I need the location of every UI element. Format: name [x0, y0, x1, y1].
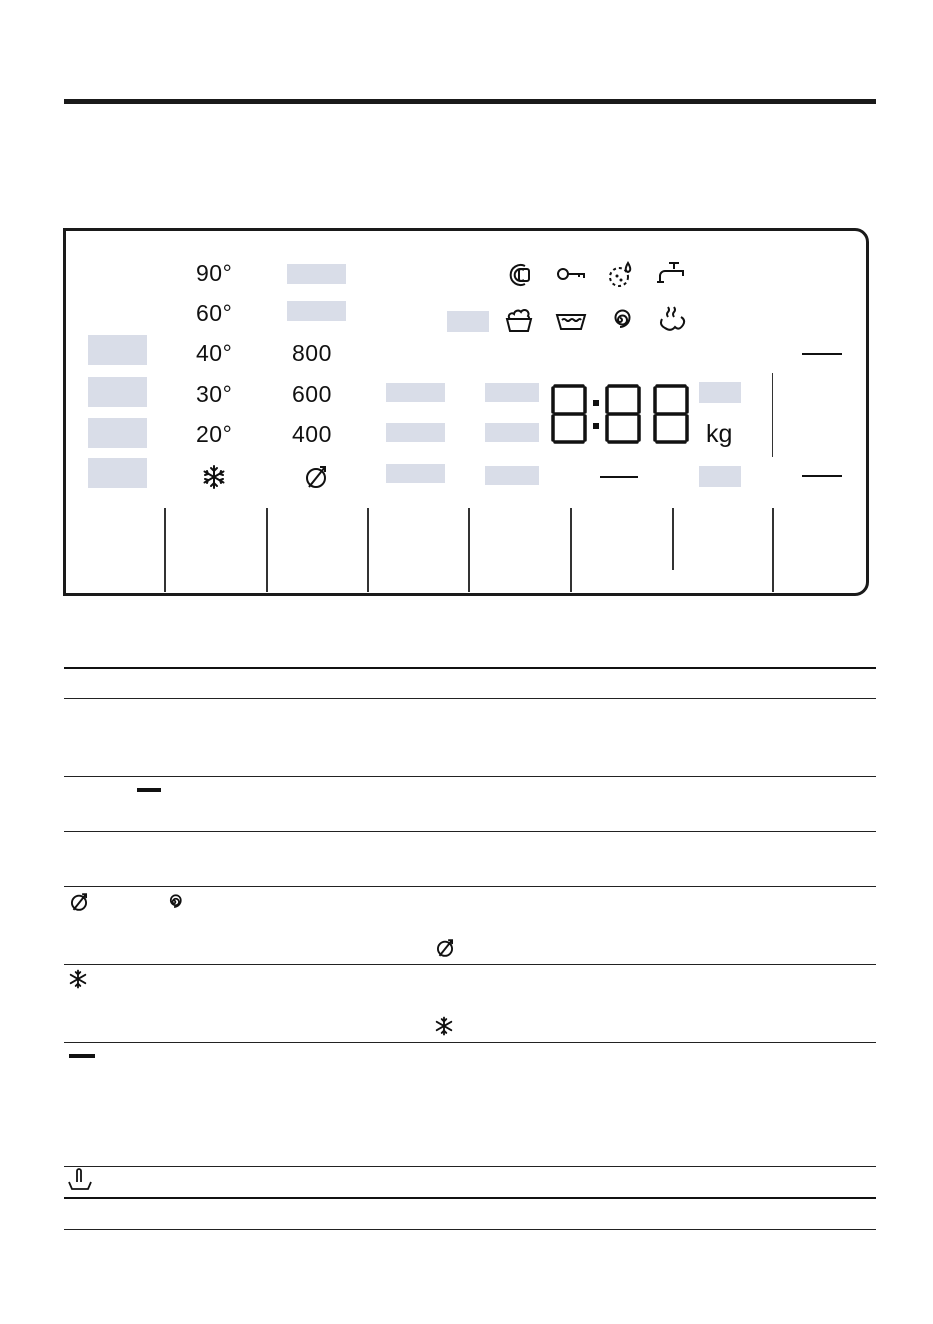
button-separator [468, 508, 470, 592]
spin-spiral-icon [606, 306, 634, 334]
button-separator [367, 508, 369, 592]
hand-wash-icon [67, 1168, 93, 1192]
spin-spiral-icon [164, 892, 184, 912]
digit-8 [550, 383, 588, 445]
table-rule [64, 1229, 876, 1230]
table-rule [64, 776, 876, 777]
label-placeholder [447, 311, 489, 332]
top-rule [64, 99, 876, 104]
steam-icon [658, 305, 686, 333]
temperature-40: 40° [196, 340, 233, 366]
temperature-60: 60° [196, 300, 233, 326]
digit-8 [604, 383, 642, 445]
table-rule [64, 698, 876, 699]
water-tap-icon [657, 260, 687, 288]
label-placeholder [485, 466, 539, 485]
button-separator [266, 508, 268, 592]
spin-800: 800 [292, 340, 332, 366]
button-separator [672, 508, 674, 570]
temperature-90: 90° [196, 260, 233, 286]
table-rule [64, 964, 876, 965]
button-separator [164, 508, 166, 592]
label-placeholder [386, 464, 445, 483]
dash-indicator [802, 353, 842, 355]
label-placeholder [88, 377, 147, 407]
dash-indicator [802, 475, 842, 477]
no-spin-icon [68, 891, 90, 913]
button-separator [570, 508, 572, 592]
label-placeholder [386, 383, 445, 402]
no-spin-icon [434, 937, 456, 959]
prewash-tub-icon [504, 306, 534, 334]
table-rule [64, 1166, 876, 1167]
table-rule [64, 831, 876, 832]
button-separator [772, 508, 774, 592]
label-placeholder [699, 466, 741, 487]
label-placeholder [88, 335, 147, 365]
temperature-20: 20° [196, 421, 233, 447]
label-placeholder [287, 264, 346, 284]
table-rule [64, 1197, 876, 1199]
drum-clean-icon [505, 261, 535, 289]
dash-indicator [600, 476, 638, 478]
label-placeholder [699, 382, 741, 403]
display-panel [63, 228, 869, 596]
table-rule [64, 667, 876, 669]
label-placeholder [485, 423, 539, 442]
label-placeholder [386, 423, 445, 442]
label-placeholder [88, 418, 147, 448]
child-lock-key-icon [556, 264, 586, 284]
label-placeholder [88, 458, 147, 488]
display-divider [772, 373, 773, 457]
weight-unit: kg [706, 420, 733, 448]
colon [588, 383, 604, 445]
snowflake-icon [434, 1016, 454, 1036]
spin-600: 600 [292, 381, 332, 407]
snowflake-icon [201, 464, 227, 490]
digital-display [550, 383, 690, 445]
wash-tub-icon [555, 310, 587, 332]
stain-icon [606, 260, 636, 290]
table-rule [64, 886, 876, 887]
table-rule [64, 1042, 876, 1043]
label-placeholder [287, 301, 346, 321]
snowflake-icon [68, 969, 88, 989]
no-spin-icon [302, 463, 330, 491]
digit-8 [652, 383, 690, 445]
spin-400: 400 [292, 421, 332, 447]
label-placeholder [485, 383, 539, 402]
dash-symbol [69, 1054, 95, 1058]
temperature-30: 30° [196, 381, 233, 407]
dash-symbol [137, 788, 161, 792]
